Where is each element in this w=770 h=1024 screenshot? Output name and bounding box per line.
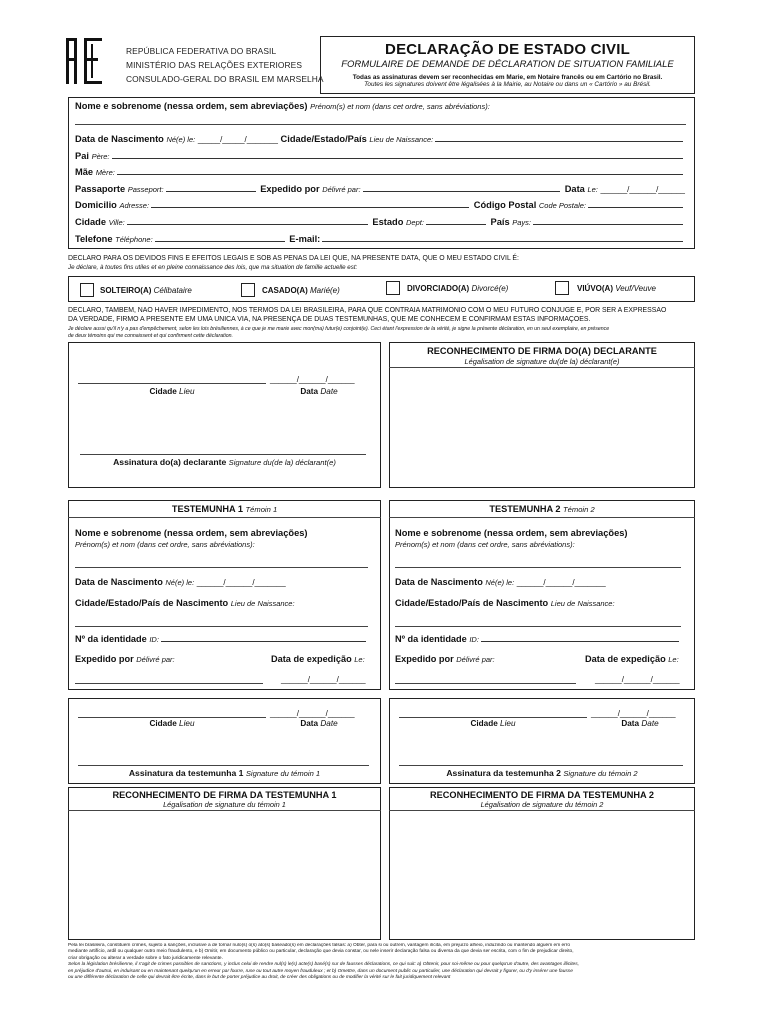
declarant-recognition-subtitle: Légalisation de signature du(de la) déclarant(e)	[464, 357, 620, 366]
witness-1-birth-label-fr: Né(e) le:	[165, 578, 195, 587]
widowed-label: VIÚVO(A)	[577, 284, 613, 293]
witness-2-birth-label: Data de Nascimento	[395, 577, 483, 587]
city-label: Cidade	[75, 217, 106, 227]
widowed-checkbox[interactable]	[555, 281, 569, 295]
birth-city-label-fr: Lieu de Naissance:	[369, 135, 434, 144]
passport-row	[75, 184, 685, 194]
signature-note-fr: Toutes les signatures doivent être légalisées à la Mairie, au Notaire ou dans un « Cartório » au Brésil.	[364, 81, 651, 88]
witness-1-signature-field[interactable]	[78, 765, 369, 766]
phone-label-fr: Téléphone:	[115, 235, 153, 244]
witness-2-place-row	[395, 598, 615, 608]
declaration-fr: Je déclare, à toutes fins utiles et en pleine connaissance des lois, que ma situation de famille actuelle est:	[68, 264, 358, 271]
witness-1-title-fr: Témoin 1	[245, 505, 278, 514]
witness-2-issue-date-field[interactable]: ______/______/______	[595, 675, 680, 684]
birth-city-field[interactable]	[435, 141, 683, 142]
witness-1-issue-date-label: Data de expedição	[271, 654, 352, 664]
witness-2-name-label-fr: Prénom(s) et nom (dans cet ordre, sans abréviations):	[395, 540, 575, 549]
issuer-line-1: REPÚBLICA FEDERATIVA DO BRASIL	[126, 46, 277, 56]
address-label-fr: Adresse:	[119, 201, 150, 210]
footer-pt-1: Pela lei brasileira, constituem crimes, sujeito a sanções, inclusive a de tornar nulo(s) o(s) ato(s) baseado(s) em declarações falsas: a) Obter, para si ou outrem, vantagem ilícita, em prejuízo alheio, induzindo ou mantendo alguém em erro	[68, 943, 571, 948]
witness-2-city-caption	[399, 719, 587, 728]
passport-field[interactable]	[166, 191, 256, 192]
footer-pt-3: criar obrigação ou alterar a verdade sobre o fato juridicamente relevante.	[68, 955, 223, 961]
birth-label-fr: Né(e) le:	[166, 135, 196, 144]
witness-2-issuer-label-fr: Délivré par:	[456, 655, 495, 664]
witness-1-issuer-label: Expedido por	[75, 654, 134, 664]
address-label: Domicilio	[75, 200, 117, 210]
state-label-fr: Dept:	[405, 218, 424, 227]
document-title: DECLARAÇÃO DE ESTADO CIVIL	[385, 41, 630, 58]
witness-2-id-label: Nº da identidade	[395, 634, 467, 644]
witness-1-issue-date-label-fr: Le:	[354, 655, 365, 664]
state-label: Estado	[372, 217, 404, 227]
declarant-date-label-fr: Date	[320, 387, 338, 396]
witness-2-signature-label-fr: Signature du témoin 2	[563, 769, 638, 778]
declarant-recognition-title: RECONHECIMENTO DE FIRMA DO(A) DECLARANTE	[427, 346, 657, 356]
birth-label: Data de Nascimento	[75, 134, 164, 144]
postal-code-field[interactable]	[588, 207, 683, 208]
statement-fr-1: Je déclare aussi qu'il n'y a pas d'empêchement, selon les lois brésiliennes, à ce que je me marie avec mon(ma) futur(e) conjoint(e). Ceci étant l'expression de la vérité, je signe la présente déclaration, en un seul exemplaire, en présence	[68, 326, 610, 332]
statement-pt-2: DA VERDADE, FIRMO A PRESENTE EM UMA ÚNICA VIA, NA PRESENÇA DE DUAS TESTEMUNHAS, QUE ME CONHECEM E CONFIRMAM ESTAS INFORMAÇÕES.	[68, 316, 591, 323]
witness-1-birth-field[interactable]: ______/______/_______	[196, 578, 286, 587]
passport-issuer-label: Expedido por	[260, 184, 320, 194]
witness-2-name-field[interactable]	[395, 567, 681, 568]
witness-2-name-label: Nome e sobrenome (nessa ordem, sem abreviações)	[395, 528, 628, 538]
passport-date-label-fr: Le:	[587, 185, 598, 194]
declarant-city-caption	[78, 387, 266, 396]
mother-row	[75, 167, 685, 177]
divorced-label-fr: Divorcé(e)	[471, 284, 509, 293]
single-option	[100, 286, 192, 295]
email-label: E-mail:	[289, 234, 321, 244]
address-field[interactable]	[151, 207, 469, 208]
phone-row	[75, 234, 685, 244]
witness-1-issuer-field[interactable]	[75, 683, 263, 684]
declarant-city-label: Cidade	[149, 387, 177, 396]
name-field[interactable]	[75, 124, 686, 125]
witness-1-id-label: Nº da identidade	[75, 634, 147, 644]
witness-2-recognition-title: RECONHECIMENTO DE FIRMA DA TESTEMUNHA 2	[430, 790, 654, 800]
witness-2-city-label-fr: Lieu	[500, 719, 516, 728]
witness-2-place-label-fr: Lieu de Naissance:	[550, 599, 615, 608]
witness-1-name-label: Nome e sobrenome (nessa ordem, sem abreviações)	[75, 528, 308, 538]
witness-1-issuer-row	[75, 654, 175, 664]
city-label-fr: Ville:	[108, 218, 125, 227]
divorced-option	[407, 284, 508, 293]
postal-code-label: Código Postal	[473, 200, 537, 210]
widowed-option	[577, 284, 656, 293]
address-row	[75, 200, 685, 210]
single-label-fr: Célibataire	[153, 286, 192, 295]
witness-2-date-label-fr: Date	[641, 719, 659, 728]
witness-2-place-field[interactable]	[395, 626, 681, 627]
witness-1-recognition-title: RECONHECIMENTO DE FIRMA DA TESTEMUNHA 1	[112, 790, 337, 800]
witness-1-date-label: Data	[300, 719, 319, 728]
married-checkbox[interactable]	[241, 283, 255, 297]
witness-2-id-label-fr: ID:	[469, 635, 479, 644]
witness-2-id-row	[395, 634, 681, 644]
mother-field[interactable]	[117, 174, 683, 175]
witness-2-birth-label-fr: Né(e) le:	[485, 578, 515, 587]
witness-2-title-fr: Témoin 2	[563, 505, 595, 514]
name-row	[75, 101, 685, 111]
declarant-signature-field[interactable]	[80, 454, 366, 455]
phone-field[interactable]	[155, 241, 285, 242]
father-label-fr: Père:	[91, 152, 110, 161]
witness-2-issuer-row	[395, 654, 495, 664]
country-label: País	[490, 217, 510, 227]
statement-pt-1: DECLARO, TAMBÉM, NÃO HAVER IMPEDIMENTO, NOS TERMOS DA LEI BRASILEIRA, PARA QUE CONTRAIA MATRIMÔNIO COM O MEU FUTURO CÔNJUGE E, POR SER A EXPRESSÃO	[68, 307, 667, 314]
state-field[interactable]	[426, 224, 486, 225]
father-row	[75, 151, 685, 161]
declarant-signature-label-fr: Signature du(de la) déclarant(e)	[228, 458, 336, 467]
witness-2-heading	[389, 504, 695, 514]
witness-1-birth-label: Data de Nascimento	[75, 577, 163, 587]
issuer-line-2: MINISTÉRIO DAS RELAÇÕES EXTERIORES	[126, 60, 303, 70]
witness-1-issue-date-field[interactable]: ______/______/______	[281, 675, 366, 684]
witness-2-city-label: Cidade	[470, 719, 498, 728]
document-subtitle: FORMULAIRE DE DEMANDE DE DÉCLARATION DE SITUATION FAMILIALE	[341, 59, 674, 70]
witness-1-date-field[interactable]: ______/______/______	[270, 709, 355, 718]
declarant-recognition-divider	[389, 367, 695, 368]
footer-fr-2: en préjudice d'autrui, en induisant ou en maintenant quelqu'un en erreur par fourre, ruse ou tout autre moyen frauduleux ; et b) Omettre, dans un document public ou particulier, une déclaration qui devrait y figurer, ou d'y insérer une fausse	[68, 968, 573, 974]
witness-2-id-field[interactable]	[481, 641, 679, 642]
declarant-city-field[interactable]	[78, 383, 266, 384]
footer-fr-3: ou une différente déclaration de celle qui devrait être écrite, dans le but de porter préjudice au droit, de créer des obligations ou de modifier la vérité sur le fait juridiquement relevant	[68, 975, 451, 981]
passport-label-fr: Passeport:	[127, 185, 164, 194]
signature-note-pt: Todas as assinaturas devem ser reconhecidas em Marie, em Notaire francês ou em Cartório no Brasil.	[352, 74, 663, 81]
footer-fr-1: Selon la législation brésilienne, il s'agit de crimes passibles de sanctions, y inclus celui de rendre nul(s) le(s) acte(s) basé(s) sur de fausses déclarations, ce qui suit: a) Obtenir, pour soi-même ou pour quelqu'un d'autre, des avantages illicites,	[68, 962, 579, 968]
witness-1-id-row	[75, 634, 368, 644]
married-option	[262, 286, 340, 295]
city-row	[75, 217, 685, 227]
witness-1-date-label-fr: Date	[320, 719, 338, 728]
witness-1-issuer-label-fr: Délivré par:	[136, 655, 175, 664]
witness-1-birth-row	[75, 577, 286, 587]
witness-2-signature-label: Assinatura da testemunha 2	[446, 768, 561, 778]
married-label-fr: Marié(e)	[310, 286, 340, 295]
mother-label-fr: Mère:	[95, 168, 115, 177]
witness-1-issue-date-row	[271, 654, 365, 664]
widowed-label-fr: Veuf/Veuve	[615, 284, 657, 293]
declarant-city-label-fr: Lieu	[179, 387, 195, 396]
country-label-fr: Pays:	[512, 218, 531, 227]
father-label: Pai	[75, 151, 89, 161]
title-box	[320, 36, 695, 94]
birth-date-field[interactable]: _____/_____/_______	[197, 135, 278, 144]
postal-code-label-fr: Code Postale:	[538, 201, 586, 210]
witness-1-id-field[interactable]	[161, 641, 366, 642]
witness-1-recognition-divider	[68, 810, 381, 811]
witness-2-title: TESTEMUNHA 2	[489, 504, 561, 514]
single-label: SOLTEIRO(A)	[100, 286, 152, 295]
witness-2-issue-date-label-fr: Le:	[668, 655, 679, 664]
witness-2-date-label: Data	[621, 719, 640, 728]
witness-2-issuer-label: Expedido por	[395, 654, 454, 664]
single-checkbox[interactable]	[80, 283, 94, 297]
witness-2-divider	[389, 517, 695, 518]
witness-1-heading	[68, 504, 381, 514]
witness-2-signature-caption	[389, 768, 695, 778]
mother-label: Mãe	[75, 167, 94, 177]
witness-1-recognition-subtitle: Légalisation de signature du témoin 1	[163, 800, 286, 809]
witness-1-signature-caption	[68, 768, 381, 778]
witness-1-city-field[interactable]	[78, 717, 266, 718]
witness-2-issuer-field[interactable]	[395, 683, 576, 684]
declarant-signature-label: Assinatura do(a) declarante	[113, 457, 227, 467]
declarant-signature-caption	[68, 457, 381, 467]
witness-1-signature-label: Assinatura da testemunha 1	[128, 768, 244, 778]
witness-2-birth-field[interactable]: ______/______/_______	[516, 578, 606, 587]
legal-footer	[68, 943, 700, 981]
witness-1-title: TESTEMUNHA 1	[171, 504, 243, 514]
witness-1-place-field[interactable]	[75, 626, 368, 627]
passport-issuer-field[interactable]	[363, 191, 561, 192]
witness-1-name-field[interactable]	[75, 567, 368, 568]
email-field[interactable]	[322, 241, 683, 242]
married-label: CASADO(A)	[262, 286, 308, 295]
witness-1-divider	[68, 517, 381, 518]
witness-2-recognition-divider	[389, 810, 695, 811]
country-field[interactable]	[533, 224, 683, 225]
passport-issuer-label-fr: Délivré par:	[322, 185, 361, 194]
declarant-date-field[interactable]: ______/______/______	[270, 375, 355, 384]
issuer-line-3: CONSULADO-GERAL DO BRASIL EM MARSELHA	[126, 74, 324, 84]
witness-2-signature-field[interactable]	[399, 765, 683, 766]
witness-1-place-label-fr: Lieu de Naissance:	[230, 599, 295, 608]
witness-1-id-label-fr: ID:	[149, 635, 159, 644]
declaration-pt: DECLARO PARA OS DEVIDOS FINS E EFEITOS LEGAIS E SOB AS PENAS DA LEI QUE, NA PRESENTE DATA, QUE O MEU ESTADO CIVIL É:	[68, 255, 519, 262]
birth-city-label: Cidade/Estado/País	[280, 134, 367, 144]
witness-2-place-label: Cidade/Estado/País de Nascimento	[395, 598, 549, 608]
passport-date-label: Data	[564, 184, 585, 194]
passport-date-field[interactable]: ______/______/______	[600, 185, 685, 194]
consulate-logo	[66, 38, 104, 84]
witness-2-recognition-subtitle: Légalisation de signature du témoin 2	[480, 800, 604, 809]
name-label: Nome e sobrenome (nessa ordem, sem abreviações)	[75, 101, 308, 111]
witness-1-date-caption	[270, 719, 368, 728]
witness-1-city-caption	[78, 719, 266, 728]
statement-fr-2: de deux témoins qui me connaissent et qui confirment cette déclaration.	[68, 333, 233, 339]
witness-1-signature-label-fr: Signature du témoin 1	[245, 769, 321, 778]
witness-1-city-label-fr: Lieu	[179, 719, 195, 728]
witness-2-date-field[interactable]: ______/______/______	[591, 709, 676, 718]
witness-2-birth-row	[395, 577, 606, 587]
divorced-label: DIVORCIADO(A)	[407, 284, 470, 293]
birth-row	[75, 134, 685, 144]
witness-2-city-field[interactable]	[399, 717, 587, 718]
witness-1-city-label: Cidade	[149, 719, 177, 728]
footer-pt-2: mediante artifício, ardil ou qualquer outro meio fraudulento, e b) Omitir, em documento público ou particular, declaração que devia constar, ou nele inserir declaração falsa ou diversa da que devia ser escrita, com o fim de prejudicar direito,	[68, 949, 574, 955]
witness-2-issue-date-label: Data de expedição	[585, 654, 666, 664]
declarant-date-caption	[270, 387, 368, 396]
issuer-block	[126, 44, 324, 86]
witness-1-place-row	[75, 598, 295, 608]
city-field[interactable]	[127, 224, 368, 225]
father-field[interactable]	[112, 158, 684, 159]
declarant-date-label: Data	[300, 387, 319, 396]
witness-2-issue-date-row	[585, 654, 679, 664]
witness-1-name-label-fr: Prénom(s) et nom (dans cet ordre, sans abréviations):	[75, 540, 255, 549]
passport-label: Passaporte	[75, 184, 126, 194]
name-label-fr: Prénom(s) et nom (dans cet ordre, sans abréviations):	[310, 102, 490, 111]
witness-2-date-caption	[591, 719, 689, 728]
witness-1-place-label: Cidade/Estado/País de Nascimento	[75, 598, 229, 608]
phone-label: Telefone	[75, 234, 113, 244]
divorced-checkbox[interactable]	[386, 281, 400, 295]
